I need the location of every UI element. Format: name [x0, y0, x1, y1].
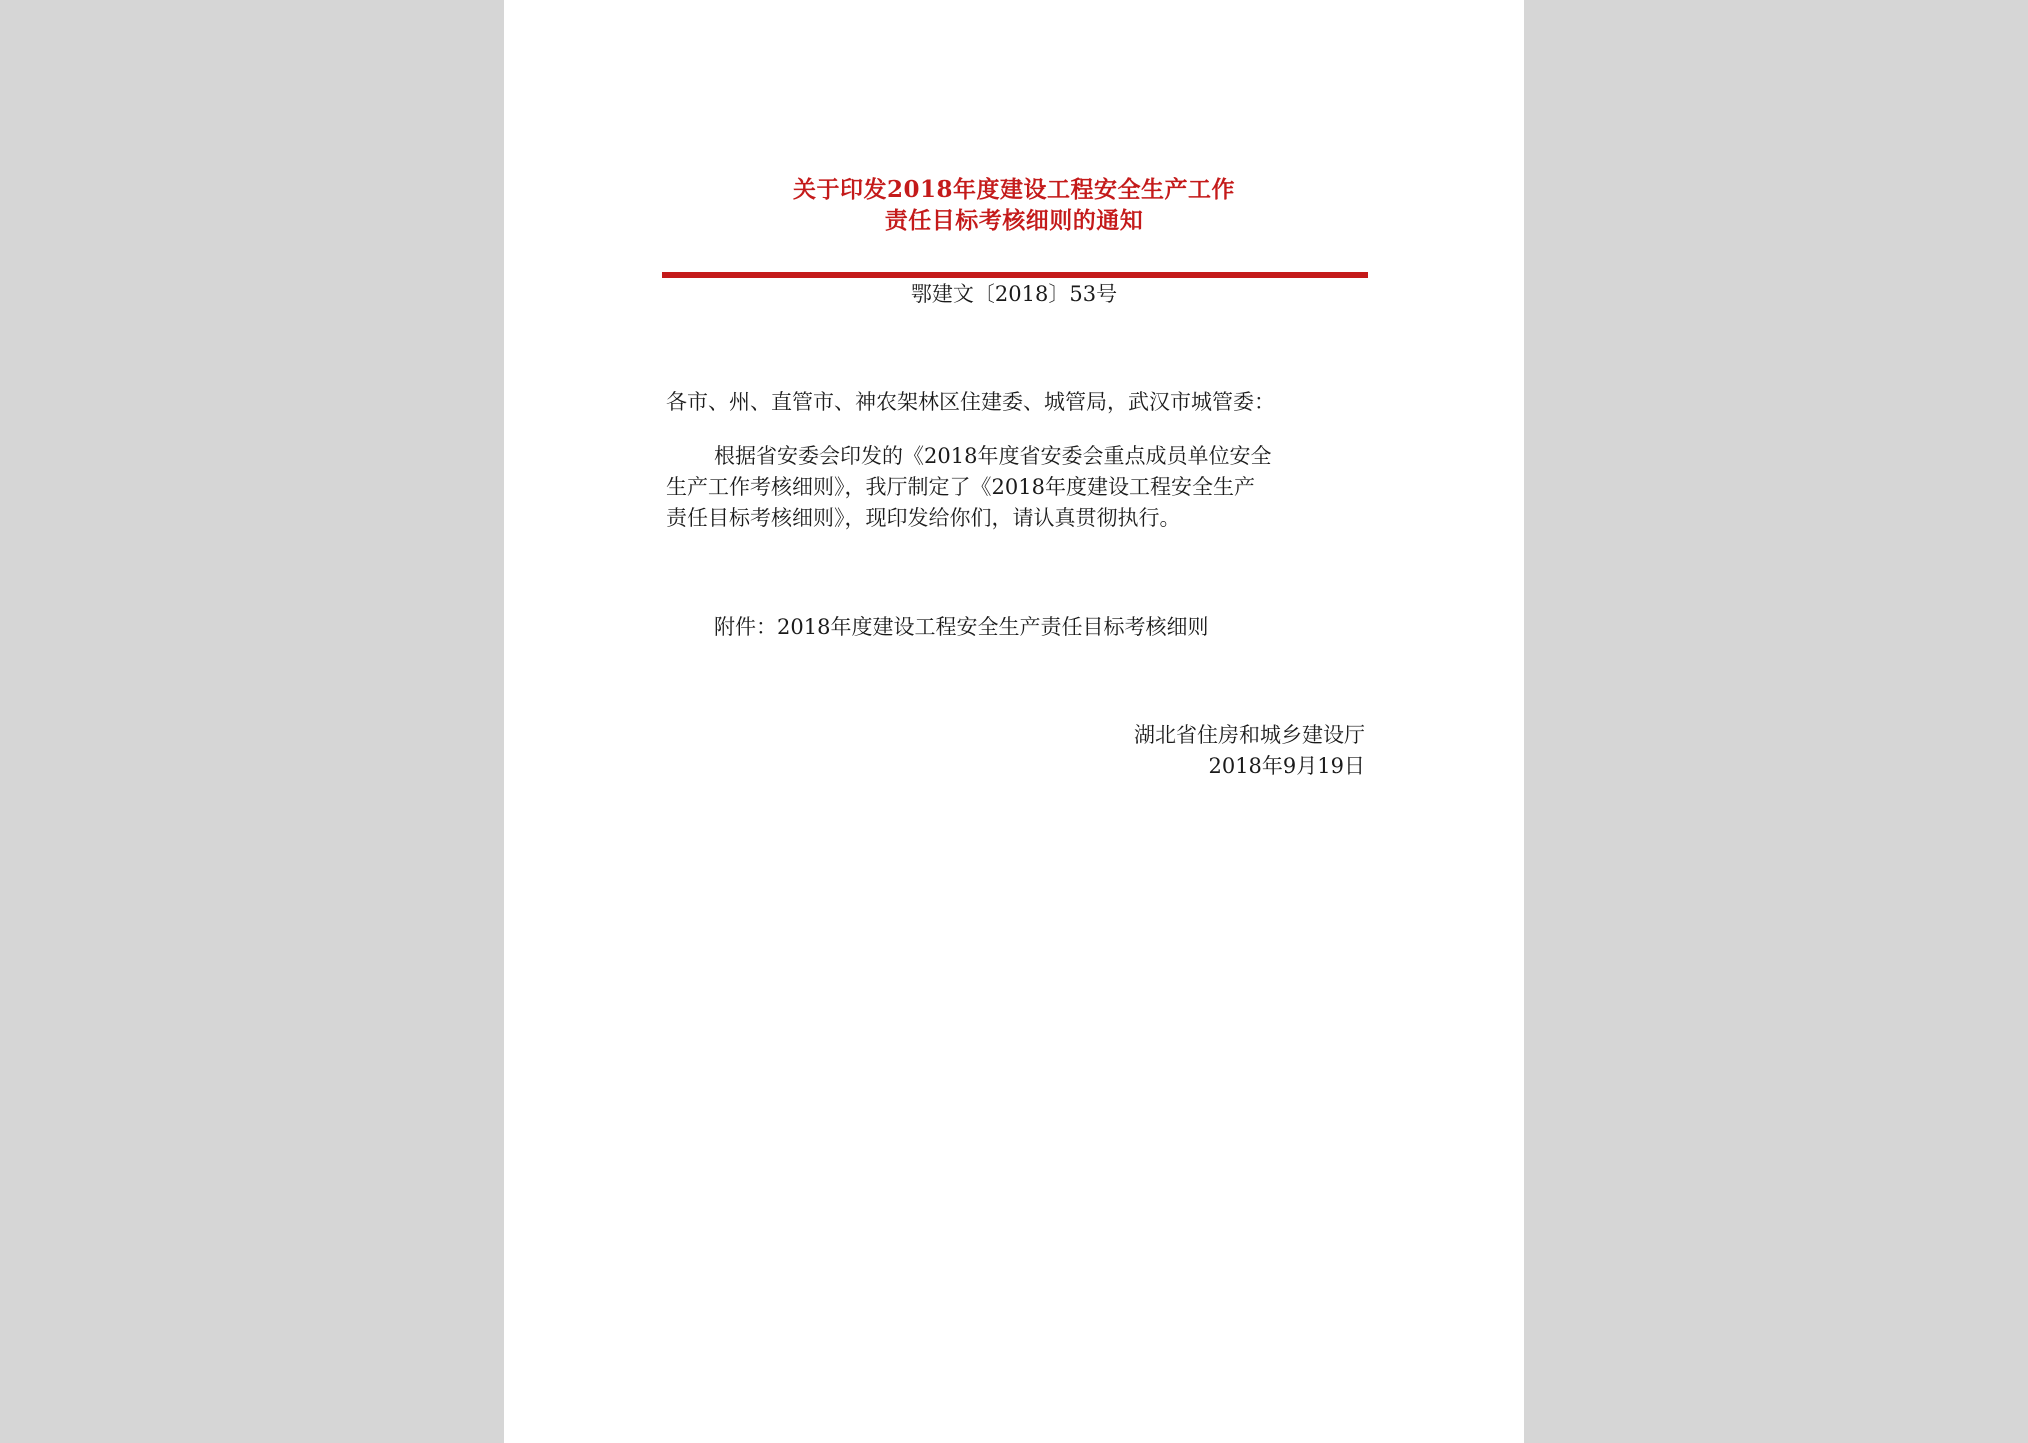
attachment-line: 附件：2018年度建设工程安全生产责任目标考核细则	[714, 615, 1209, 639]
body-line-1: 根据省安委会印发的《2018年度省安委会重点成员单位安全	[714, 444, 1272, 468]
document-number: 鄂建文〔2018〕53号	[910, 282, 1118, 306]
body-line-3: 责任目标考核细则》，现印发给你们，请认真贯彻执行。	[666, 506, 1181, 530]
document-page	[504, 0, 1524, 1443]
signature-date: 2018年9月19日	[1208, 754, 1365, 778]
signature-organization: 湖北省住房和城乡建设厅	[1134, 723, 1365, 747]
document-title-line-1: 关于印发2018年度建设工程安全生产工作	[792, 176, 1235, 203]
document-title-line-2: 责任目标考核细则的通知	[884, 207, 1144, 234]
addressee: 各市、州、直管市、神农架林区住建委、城管局，武汉市城管委：	[666, 390, 1275, 414]
body-line-2: 生产工作考核细则》，我厅制定了《2018年度建设工程安全生产	[666, 475, 1255, 499]
